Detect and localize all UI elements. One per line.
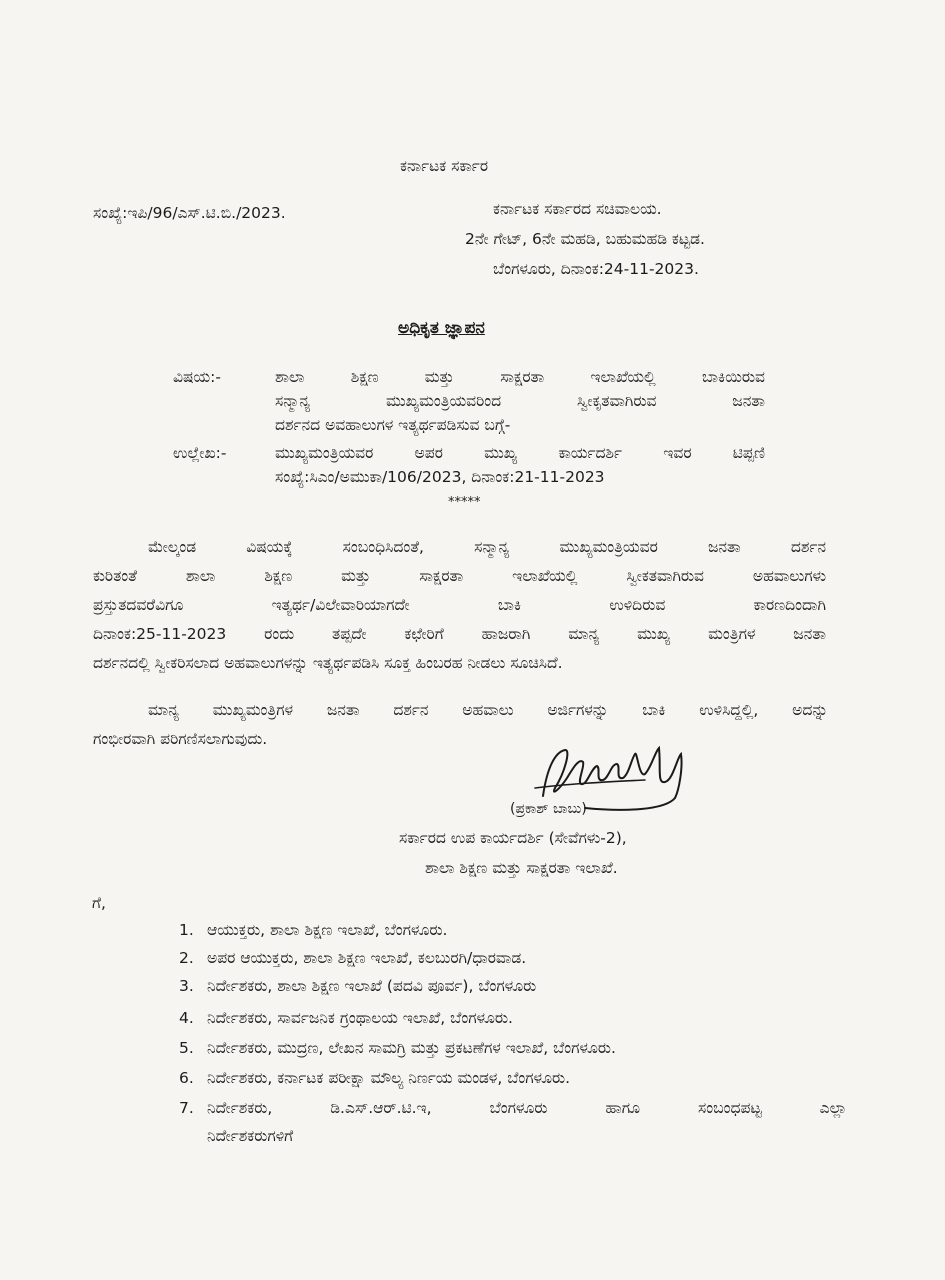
subject-line-3: ದರ್ಶನದ ಅವಹಾಲುಗಳ ಇತ್ಯರ್ಥಪಡಿಸುವ ಬಗ್ಗೆ- <box>275 416 511 434</box>
reference-label: ಉಲ್ಲೇಖ:- <box>173 444 227 462</box>
government-heading: ಕರ್ನಾಟಕ ಸರ್ಕಾರ <box>400 157 489 175</box>
para1-line-1: ಮೇಲ್ಕಂಡ ವಿಷಯಕ್ಕೆ ಸಂಬಂಧಿಸಿದಂತೆ, ಸನ್ಮಾನ್ಯ ಮುಖ್ಯಮಂತ್ರಿಯವರ ಜನತಾ ದರ್ಶನ <box>148 538 826 556</box>
recipient-item <box>179 1008 513 1028</box>
reference-line-2: ಸಂಖ್ಯೆ:ಸಿಎಂ/ಅಮುಕಾ/106/2023, ದಿನಾಂಕ:21-11-2023 <box>275 468 605 486</box>
separator-stars: ***** <box>448 495 481 510</box>
para2-line-2: ಗಂಭೀರವಾಗಿ ಪರಿಗಣಿಸಲಾಗುವುದು. <box>93 730 268 748</box>
para1-line-3: ಪ್ರಸ್ತುತದವರೆವಿಗೂ ಇತ್ಯರ್ಥ/ವಿಲೇವಾರಿಯಾಗದೇ ಬಾಕಿ ಉಳಿದಿರುವ ಕಾರಣದಿಂದಾಗಿ <box>93 596 826 614</box>
recipient-number: 3. <box>179 977 194 995</box>
subject-line-2: ಸನ್ಮಾನ್ಯ ಮುಖ್ಯಮಂತ್ರಿಯವರಿಂದ ಸ್ವೀಕೃತವಾಗಿರುವ ಜನತಾ <box>275 392 765 410</box>
recipient-number: 6. <box>179 1069 194 1087</box>
order-number: ಸಂಖ್ಯೆ:ಇಪಿ/96/ಎಸ್.ಟಿ.ಬಿ./2023. <box>93 204 286 222</box>
recipient-text: ನಿರ್ದೇಶಕರು, ಸಾರ್ವಜನಿಕ ಗ್ರಂಥಾಲಯ ಇಲಾಖೆ, ಬೆಂಗಳೂರು. <box>207 1009 513 1027</box>
reference-line-1: ಮುಖ್ಯಮಂತ್ರಿಯವರ ಅಪರ ಮುಖ್ಯ ಕಾರ್ಯದರ್ಶಿ ಇವರ ಟಿಪ್ಪಣಿ <box>275 444 765 462</box>
recipient-item <box>179 1098 207 1118</box>
recipient-item <box>179 1038 616 1058</box>
recipient-number: 7. <box>179 1099 194 1117</box>
signatory-name: (ಪ್ರಕಾಶ್ ಬಾಬು) <box>510 801 587 817</box>
para1-line-5: ದರ್ಶನದಲ್ಲಿ ಸ್ವೀಕರಿಸಲಾದ ಅಹವಾಲುಗಳನ್ನು ಇತ್ಯರ್ಥಪಡಿಸಿ ಸೂಕ್ತ ಹಿಂಬರಹ ನೀಡಲು ಸೂಚಿಸಿದೆ. <box>93 654 563 672</box>
subject-label: ವಿಷಯ:- <box>173 368 221 386</box>
para1-line-2: ಕುರಿತಂತೆ ಶಾಲಾ ಶಿಕ್ಷಣ ಮತ್ತು ಸಾಕ್ಷರತಾ ಇಲಾಖೆಯಲ್ಲಿ ಸ್ವೀಕತವಾಗಿರುವ ಅಹವಾಲುಗಳು <box>93 567 826 585</box>
recipient-text-continued: ನಿರ್ದೇಶಕರುಗಳಿಗೆ <box>207 1127 294 1145</box>
to-label: ಗೆ, <box>92 894 106 912</box>
memo-title: ಅಧಿಕೃತ ಜ್ಞಾಪನ <box>398 318 485 338</box>
recipient-text: ನಿರ್ದೇಶಕರು, ಡಿ.ಎಸ್.ಆರ್.ಟಿ.ಇ, ಬೆಂಗಳೂರು ಹಾಗೂ ಸಂಬಂಧಪಟ್ಟ ಎಲ್ಲಾ <box>207 1099 847 1117</box>
recipient-text: ಅಪರ ಆಯುಕ್ತರು, ಶಾಲಾ ಶಿಕ್ಷಣ ಇಲಾಖೆ, ಕಲಬುರಗಿ/ಧಾರವಾಡ. <box>207 949 527 967</box>
para2-line-1: ಮಾನ್ಯ ಮುಖ್ಯಮಂತ್ರಿಗಳ ಜನತಾ ದರ್ಶನ ಅಹವಾಲು ಅರ್ಜಿಗಳನ್ನು ಬಾಕಿ ಉಳಿಸಿದ್ದಲ್ಲಿ, ಅದನ್ನು <box>148 701 828 719</box>
recipient-number: 1. <box>179 921 194 939</box>
recipient-item <box>179 1068 570 1088</box>
address-line-1: ಕರ್ನಾಟಕ ಸರ್ಕಾರದ ಸಚಿವಾಲಯ. <box>493 200 662 218</box>
para1-line-4: ದಿನಾಂಕ:25-11-2023 ರಂದು ತಪ್ಪದೇ ಕಛೇರಿಗೆ ಹಾಜರಾಗಿ ಮಾನ್ಯ ಮುಖ್ಯ ಮಂತ್ರಿಗಳ ಜನತಾ <box>93 625 826 643</box>
recipient-text: ಆಯುಕ್ತರು, ಶಾಲಾ ಶಿಕ್ಷಣ ಇಲಾಖೆ, ಬೆಂಗಳೂರು. <box>207 921 448 939</box>
address-line-2: 2ನೇ ಗೇಟ್, 6ನೇ ಮಹಡಿ, ಬಹುಮಹಡಿ ಕಟ್ಟಡ. <box>465 230 705 248</box>
recipient-number: 4. <box>179 1009 194 1027</box>
recipient-number: 2. <box>179 949 194 967</box>
recipient-text: ನಿರ್ದೇಶಕರು, ಕರ್ನಾಟಕ ಪರೀಕ್ಷಾ ಮೌಲ್ಯ ನಿರ್ಣಯ ಮಂಡಳ, ಬೆಂಗಳೂರು. <box>207 1069 571 1087</box>
address-date-line: ಬೆಂಗಳೂರು, ದಿನಾಂಕ:24-11-2023. <box>493 260 699 278</box>
recipient-item <box>179 920 447 940</box>
recipient-text: ನಿರ್ದೇಶಕರು, ಮುದ್ರಣ, ಲೇಖನ ಸಾಮಗ್ರಿ ಮತ್ತು ಪ್ರಕಟಣೆಗಳ ಇಲಾಖೆ, ಬೆಂಗಳೂರು. <box>207 1039 616 1057</box>
recipient-number: 5. <box>179 1039 194 1057</box>
signatory-designation: ಸರ್ಕಾರದ ಉಪ ಕಾರ್ಯದರ್ಶಿ (ಸೇವೆಗಳು-2), <box>399 829 627 847</box>
recipient-text: ನಿರ್ದೇಶಕರು, ಶಾಲಾ ಶಿಕ್ಷಣ ಇಲಾಖೆ (ಪದವಿ ಪೂರ್ವ), ಬೆಂಗಳೂರು <box>207 977 537 995</box>
recipient-item <box>179 948 526 968</box>
recipient-item <box>179 976 536 996</box>
subject-line-1: ಶಾಲಾ ಶಿಕ್ಷಣ ಮತ್ತು ಸಾಕ್ಷರತಾ ಇಲಾಖೆಯಲ್ಲಿ ಬಾಕಿಯಿರುವ <box>275 368 765 386</box>
signatory-department: ಶಾಲಾ ಶಿಕ್ಷಣ ಮತ್ತು ಸಾಕ್ಷರತಾ ಇಲಾಖೆ. <box>425 859 618 877</box>
